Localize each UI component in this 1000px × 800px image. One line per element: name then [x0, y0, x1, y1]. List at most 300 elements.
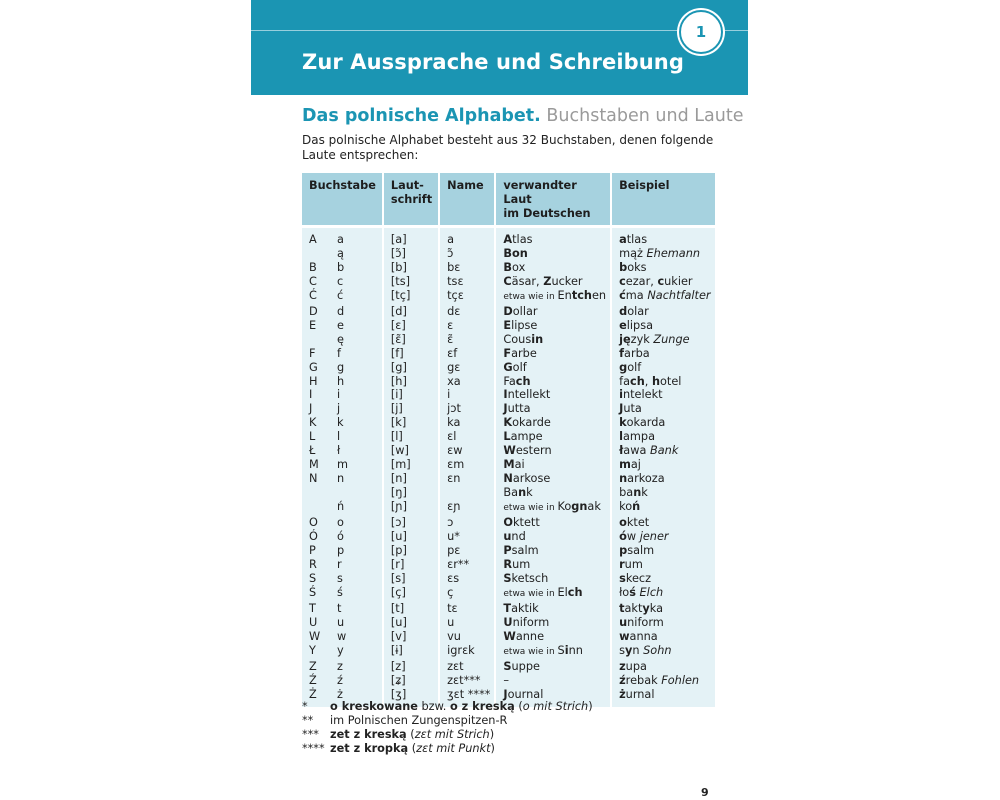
- text-run: o: [619, 516, 627, 530]
- cell-buchstabe: [302, 261, 383, 275]
- cell-beispiel: [611, 347, 714, 361]
- alphabet-table-wrap: [302, 173, 711, 707]
- table-row: [302, 644, 715, 660]
- cell-name: igrɛk: [439, 644, 495, 660]
- header-name-label: Name: [447, 179, 484, 192]
- cell-buchstabe: [302, 586, 383, 602]
- cell-lautschrift: [i]: [383, 388, 439, 402]
- text-run: etwa wie in: [503, 646, 558, 657]
- cell-beispiel: [611, 602, 714, 616]
- cell-name: ɛ: [439, 319, 495, 333]
- cell-verwandter-laut: [495, 572, 611, 586]
- cell-lautschrift: [ʑ]: [383, 674, 439, 688]
- text-run: olar: [627, 304, 649, 318]
- cell-verwandter-laut: [495, 388, 611, 402]
- text-run: o mit Strich: [522, 700, 589, 713]
- cell-beispiel: [611, 227, 714, 247]
- table-row: [302, 347, 715, 361]
- table-row: [302, 586, 715, 602]
- text-run: zɛt mit Strich: [414, 728, 490, 741]
- cell-verwandter-laut: [495, 530, 611, 544]
- cell-verwandter-laut: [495, 227, 611, 247]
- text-run: akt: [624, 601, 643, 615]
- cell-buchstabe: [302, 458, 383, 472]
- cell-verwandter-laut: [495, 544, 611, 558]
- text-run: ollar: [512, 304, 538, 318]
- cell-buchstabe: [302, 500, 383, 516]
- text-run: ka: [649, 601, 664, 615]
- cell-verwandter-laut: [495, 319, 611, 333]
- table-row: [302, 247, 715, 261]
- footnote-mark: *: [302, 700, 308, 713]
- cell-lautschrift: [ŋ]: [383, 486, 439, 500]
- letter-lowercase: r: [337, 557, 342, 571]
- letter-lowercase: ę: [337, 332, 344, 346]
- cell-lautschrift: [ts]: [383, 275, 439, 289]
- cell-name: ɛ̃: [439, 333, 495, 347]
- text-run: ): [588, 700, 593, 713]
- table-row: [302, 444, 715, 458]
- table-row: [302, 516, 715, 530]
- text-run: y: [624, 643, 633, 657]
- text-run: tlas: [512, 233, 533, 246]
- cell-name: ɛf: [439, 347, 495, 361]
- cell-beispiel: [611, 472, 714, 486]
- cell-verwandter-laut: [495, 660, 611, 674]
- letter-lowercase: j: [337, 402, 341, 416]
- text-run: arba: [624, 346, 650, 360]
- cell-name: ʒɛt ****: [439, 688, 495, 708]
- text-run: niform: [512, 615, 550, 629]
- text-run: ż: [619, 687, 626, 701]
- letter-lowercase: ń: [337, 500, 345, 514]
- chapter-number-badge: 1: [679, 10, 723, 54]
- text-run: ): [490, 742, 495, 755]
- table-row: [302, 416, 715, 430]
- text-run: Bank: [649, 444, 679, 458]
- letter-lowercase: ó: [337, 530, 344, 544]
- cell-name: i: [439, 388, 495, 402]
- text-run: zɛt mit Punkt: [416, 742, 491, 755]
- letter-lowercase: k: [337, 416, 344, 430]
- cell-name: ɛn: [439, 472, 495, 486]
- cell-beispiel: [611, 261, 714, 275]
- text-run: lipse: [511, 318, 538, 332]
- letter-lowercase: t: [337, 601, 342, 615]
- cell-beispiel: [611, 247, 714, 261]
- cell-buchstabe: [302, 361, 383, 375]
- cell-buchstabe: [302, 388, 383, 402]
- text-run: l: [619, 430, 623, 444]
- letter-uppercase: E: [309, 318, 317, 332]
- cell-lautschrift: [u]: [383, 616, 439, 630]
- cell-buchstabe: [302, 289, 383, 305]
- text-run: salm: [511, 543, 539, 557]
- cell-lautschrift: [l]: [383, 430, 439, 444]
- text-run: o kreskowane: [330, 700, 418, 713]
- text-run: olf: [627, 360, 642, 374]
- cell-name: u: [439, 616, 495, 630]
- text-run: nn: [568, 643, 583, 657]
- text-run: ampe: [510, 430, 543, 444]
- text-run: tlas: [626, 233, 648, 246]
- text-run: A: [503, 233, 513, 246]
- letter-uppercase: P: [309, 543, 316, 557]
- cell-buchstabe: [302, 247, 383, 261]
- cell-verwandter-laut: [495, 430, 611, 444]
- footnote-text: [330, 714, 507, 728]
- section-title: [302, 106, 743, 126]
- cell-name: tçɛ: [439, 289, 495, 305]
- text-run: K: [503, 416, 513, 430]
- text-run: t: [619, 601, 625, 615]
- cell-name: ka: [439, 416, 495, 430]
- footnote: [302, 700, 593, 714]
- cell-lautschrift: [n]: [383, 472, 439, 486]
- cell-buchstabe: [302, 544, 383, 558]
- text-run: w: [619, 629, 630, 643]
- text-run: um: [512, 557, 531, 571]
- cell-name: u*: [439, 530, 495, 544]
- chapter-header: [251, 0, 748, 95]
- text-run: im Polnischen Zungenspitzen-R: [330, 714, 508, 727]
- letter-lowercase: y: [337, 643, 344, 657]
- cell-buchstabe: [302, 530, 383, 544]
- letter-uppercase: Z: [309, 659, 317, 673]
- cell-beispiel: [611, 430, 714, 444]
- cell-lautschrift: [p]: [383, 544, 439, 558]
- text-run: nd: [511, 530, 526, 544]
- cell-name: vu: [439, 630, 495, 644]
- cell-buchstabe: [302, 660, 383, 674]
- text-run: in: [531, 332, 544, 346]
- text-run: f: [619, 346, 625, 360]
- letter-lowercase: h: [337, 374, 345, 388]
- book-page: [251, 0, 748, 800]
- table-row: [302, 402, 715, 416]
- text-run: D: [503, 304, 513, 318]
- cell-verwandter-laut: [495, 644, 611, 660]
- cell-beispiel: [611, 458, 714, 472]
- text-run: u: [503, 530, 512, 544]
- text-run: (: [514, 700, 523, 713]
- cell-buchstabe: [302, 558, 383, 572]
- text-run: J: [503, 402, 508, 416]
- text-run: J: [619, 402, 624, 416]
- text-run: anne: [515, 629, 545, 643]
- cell-lautschrift: [b]: [383, 261, 439, 275]
- text-run: d: [619, 304, 628, 318]
- letter-lowercase: l: [337, 430, 341, 444]
- cell-buchstabe: [302, 275, 383, 289]
- cell-beispiel: [611, 416, 714, 430]
- header-verwandt: [495, 173, 611, 227]
- text-run: C: [503, 274, 512, 288]
- cell-lautschrift: [ʒ]: [383, 688, 439, 708]
- cell-lautschrift: [j]: [383, 402, 439, 416]
- table-row: [302, 227, 715, 247]
- text-run: R: [503, 557, 513, 571]
- text-run: Fohlen: [661, 673, 700, 687]
- table-row: [302, 388, 715, 402]
- text-run: ,: [644, 374, 652, 388]
- cell-name: xa: [439, 375, 495, 389]
- text-run: b: [619, 260, 628, 274]
- table-row: [302, 660, 715, 674]
- cell-beispiel: [611, 289, 714, 305]
- letter-uppercase: Ć: [309, 288, 317, 302]
- intro-paragraph: Das polnische Alphabet besteht aus 32 Buchstaben, denen folgende Laute entsprechen:: [302, 133, 714, 162]
- text-run: rebak: [625, 673, 662, 687]
- cell-buchstabe: [302, 402, 383, 416]
- letter-uppercase: T: [309, 601, 316, 615]
- text-run: Fa: [503, 374, 516, 388]
- cell-buchstabe: [302, 674, 383, 688]
- header-verwandt-line1: verwandter Laut: [503, 179, 577, 206]
- text-run: arkoza: [627, 472, 665, 486]
- text-run: (: [408, 742, 417, 755]
- text-run: bzw.: [417, 700, 450, 713]
- letter-lowercase: d: [337, 304, 345, 318]
- cell-buchstabe: [302, 486, 383, 500]
- text-run: etwa wie in: [503, 588, 558, 599]
- table-row: [302, 500, 715, 516]
- cell-name: zɛt: [439, 660, 495, 674]
- text-run: El: [557, 585, 568, 599]
- text-run: ketsch: [511, 571, 549, 585]
- table-row: [302, 630, 715, 644]
- letter-lowercase: g: [337, 360, 345, 374]
- text-run: S: [557, 643, 565, 657]
- text-run: utta: [507, 402, 531, 416]
- cell-verwandter-laut: [495, 516, 611, 530]
- text-run: ezar,: [625, 274, 658, 288]
- text-run: estern: [515, 444, 552, 458]
- table-row: [302, 458, 715, 472]
- letter-lowercase: e: [337, 318, 344, 332]
- cell-beispiel: [611, 660, 714, 674]
- text-run: otel: [659, 374, 682, 388]
- text-run: uppe: [511, 659, 540, 673]
- cell-name: zɛt***: [439, 674, 495, 688]
- text-run: fa: [619, 374, 630, 388]
- text-run: ch: [630, 374, 645, 388]
- text-run: k: [526, 486, 533, 500]
- text-run: arbe: [511, 346, 537, 360]
- header-buchstabe: [302, 173, 383, 227]
- table-row: [302, 275, 715, 289]
- text-run: ło: [619, 585, 630, 599]
- text-run: y: [642, 601, 650, 615]
- text-run: ukier: [664, 274, 693, 288]
- text-run: En: [557, 288, 572, 302]
- text-run: N: [503, 472, 513, 486]
- text-run: Ko: [557, 500, 572, 514]
- cell-verwandter-laut: [495, 602, 611, 616]
- cell-beispiel: [611, 486, 714, 500]
- cell-buchstabe: [302, 347, 383, 361]
- text-run: okarde: [512, 416, 551, 430]
- cell-lautschrift: [h]: [383, 375, 439, 389]
- text-run: s: [619, 643, 625, 657]
- letter-lowercase: p: [337, 543, 345, 557]
- text-run: n: [518, 486, 527, 500]
- text-run: ntelekt: [622, 388, 663, 402]
- table-row: [302, 333, 715, 347]
- cell-name: ɛr**: [439, 558, 495, 572]
- cell-verwandter-laut: [495, 630, 611, 644]
- text-run: ournal: [507, 687, 544, 701]
- table-row: [302, 544, 715, 558]
- cell-name: ɛm: [439, 458, 495, 472]
- cell-buchstabe: [302, 516, 383, 530]
- letter-uppercase: D: [309, 304, 318, 318]
- text-run: zet z kreską: [330, 728, 407, 741]
- cell-buchstabe: [302, 375, 383, 389]
- cell-verwandter-laut: [495, 289, 611, 305]
- letter-uppercase: I: [309, 388, 313, 402]
- cell-verwandter-laut: [495, 558, 611, 572]
- letter-lowercase: m: [337, 458, 349, 472]
- footnote: [302, 742, 593, 756]
- header-name: [439, 173, 495, 227]
- cell-name: ɛɲ: [439, 500, 495, 516]
- cell-name: tsɛ: [439, 275, 495, 289]
- text-run: P: [503, 543, 512, 557]
- footnote-text: [330, 700, 593, 714]
- text-run: ): [489, 728, 495, 741]
- text-run: z: [619, 659, 626, 673]
- cell-lautschrift: [ɔ]: [383, 516, 439, 530]
- text-run: awa: [623, 444, 650, 458]
- text-run: ak: [587, 500, 601, 514]
- letter-lowercase: ż: [337, 687, 343, 701]
- cell-name: ɛw: [439, 444, 495, 458]
- cell-lautschrift: [ɛ]: [383, 319, 439, 333]
- text-run: J: [503, 687, 508, 701]
- text-run: Sohn: [643, 643, 672, 657]
- text-run: B: [503, 260, 512, 274]
- cell-beispiel: [611, 516, 714, 530]
- cell-lautschrift: [w]: [383, 444, 439, 458]
- text-run: niform: [627, 615, 664, 629]
- text-run: g: [619, 360, 628, 374]
- cell-lautschrift: [z]: [383, 660, 439, 674]
- header-buchstabe-label: Buchstabe: [309, 179, 376, 192]
- cell-name: ç: [439, 586, 495, 602]
- footnotes: [302, 700, 593, 756]
- page-number: 9: [701, 786, 709, 799]
- text-run: Bon: [503, 246, 528, 260]
- text-run: c: [619, 274, 626, 288]
- table-header-row: [302, 173, 715, 227]
- cell-verwandter-laut: [495, 347, 611, 361]
- table-row: [302, 572, 715, 586]
- letter-lowercase: ź: [337, 673, 343, 687]
- cell-verwandter-laut: [495, 247, 611, 261]
- cell-buchstabe: [302, 572, 383, 586]
- table-row: [302, 361, 715, 375]
- text-run: p: [619, 543, 628, 557]
- cell-buchstabe: [302, 305, 383, 319]
- cell-lautschrift: [tç]: [383, 289, 439, 305]
- text-run: kecz: [625, 571, 652, 585]
- text-run: Ba: [503, 486, 519, 500]
- letter-uppercase: B: [309, 260, 317, 274]
- text-run: ucker: [551, 274, 583, 288]
- header-beispiel: [611, 173, 714, 227]
- cell-verwandter-laut: [495, 333, 611, 347]
- text-run: ba: [619, 486, 634, 500]
- cell-beispiel: [611, 544, 714, 558]
- cell-name: gɛ: [439, 361, 495, 375]
- header-lautschrift-line1: Laut-: [390, 179, 424, 192]
- cell-lautschrift: [m]: [383, 458, 439, 472]
- text-run: ma: [625, 288, 648, 302]
- cell-name: tɛ: [439, 602, 495, 616]
- cell-name: pɛ: [439, 544, 495, 558]
- cell-beispiel: [611, 402, 714, 416]
- text-run: mąż: [619, 246, 647, 260]
- header-rule: [251, 30, 686, 31]
- text-run: i: [564, 643, 569, 657]
- text-run: I: [503, 388, 508, 402]
- text-run: zyk: [630, 332, 654, 346]
- cell-beispiel: [611, 275, 714, 289]
- letter-lowercase: ś: [337, 585, 343, 599]
- header-beispiel-label: Beispiel: [619, 179, 670, 192]
- cell-buchstabe: [302, 602, 383, 616]
- table-row: [302, 261, 715, 275]
- cell-beispiel: [611, 630, 714, 644]
- cell-name: a: [439, 227, 495, 247]
- letter-uppercase: Ł: [309, 444, 316, 458]
- text-run: W: [503, 444, 516, 458]
- letter-uppercase: Ż: [309, 687, 317, 701]
- cell-beispiel: [611, 319, 714, 333]
- cell-beispiel: [611, 444, 714, 458]
- letter-lowercase: a: [337, 233, 344, 246]
- footnote-mark: **: [302, 714, 314, 727]
- cell-name: dɛ: [439, 305, 495, 319]
- cell-beispiel: [611, 375, 714, 389]
- cell-verwandter-laut: [495, 375, 611, 389]
- text-run: Zunge: [653, 332, 690, 346]
- letter-lowercase: f: [337, 346, 341, 360]
- letter-uppercase: R: [309, 557, 317, 571]
- cell-verwandter-laut: [495, 261, 611, 275]
- text-run: lipsa: [626, 318, 654, 332]
- table-row: [302, 375, 715, 389]
- text-run: ch: [515, 374, 531, 388]
- table-row: [302, 305, 715, 319]
- text-run: gn: [571, 500, 588, 514]
- text-run: w: [626, 530, 640, 544]
- text-run: ktet: [626, 516, 650, 530]
- cell-name: ɛl: [439, 430, 495, 444]
- cell-lautschrift: [u]: [383, 530, 439, 544]
- text-run: uta: [623, 402, 642, 416]
- cell-beispiel: [611, 558, 714, 572]
- table-row: [302, 616, 715, 630]
- text-run: Cous: [503, 332, 532, 346]
- cell-beispiel: [611, 361, 714, 375]
- cell-lautschrift: [f]: [383, 347, 439, 361]
- letter-uppercase: G: [309, 360, 318, 374]
- text-run: okarda: [626, 416, 666, 430]
- letter-uppercase: C: [309, 274, 317, 288]
- text-run: oks: [627, 260, 647, 274]
